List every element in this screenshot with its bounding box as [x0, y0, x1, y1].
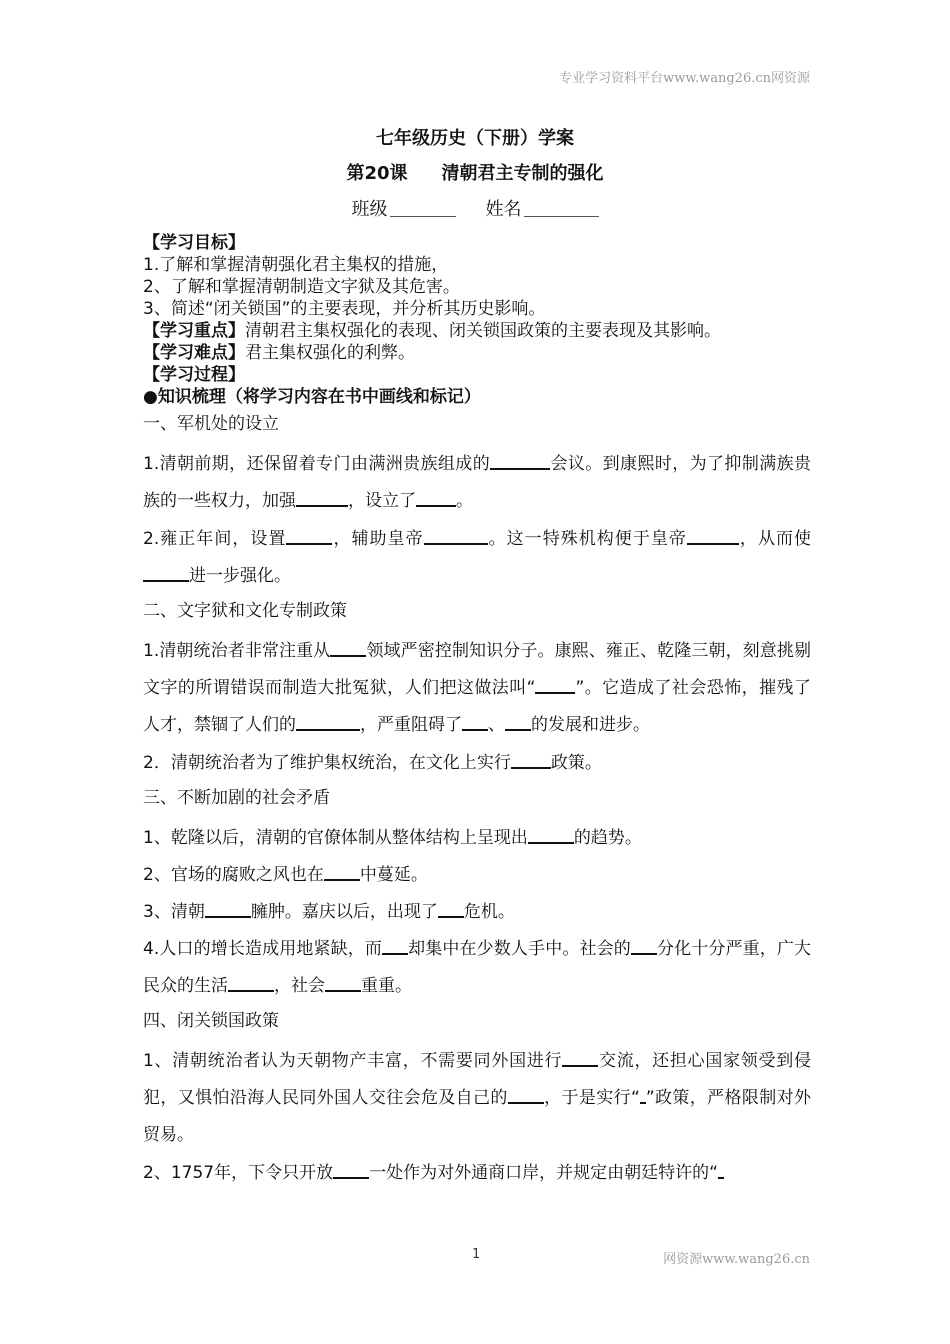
- question-text: 政策。: [550, 753, 602, 773]
- answer-blank[interactable]: [228, 974, 274, 992]
- question-text: ”。它造成了社会恐怖，摧残了人才，禁锢了人们的: [143, 678, 812, 735]
- key-points-text: 清朝君主集权强化的表现、闭关锁国政策的主要表现及其影响。: [245, 321, 721, 341]
- answer-blank[interactable]: [330, 639, 366, 657]
- question-text: 2、官场的腐败之风也在: [143, 865, 324, 885]
- answer-blank[interactable]: [296, 489, 348, 507]
- objective-item: 3、简述“闭关锁国”的主要表现，并分析其历史影响。: [143, 299, 546, 319]
- answer-blank[interactable]: [718, 1161, 724, 1179]
- question-text: ，从而使: [738, 529, 812, 549]
- answer-blank[interactable]: [438, 900, 464, 918]
- section-title: 二、文字狱和文化专制政策: [143, 601, 347, 621]
- question-text: 1、乾隆以后，清朝的官僚体制从整体结构上呈现出: [143, 828, 528, 848]
- question-text: 1.清朝前期，还保留着专门由满洲贵族组成的: [143, 454, 491, 474]
- question-text: 的发展和进步。: [531, 715, 650, 735]
- class-field[interactable]: [390, 198, 456, 217]
- answer-blank[interactable]: [508, 1086, 544, 1104]
- question-paragraph: [143, 894, 811, 931]
- section-title: 四、闭关锁国政策: [143, 1011, 279, 1031]
- answer-blank[interactable]: [296, 713, 360, 731]
- answer-blank[interactable]: [505, 713, 531, 731]
- answer-blank[interactable]: [687, 527, 739, 545]
- question-text: ”政策，严格限制对外贸易。: [143, 1088, 812, 1145]
- question-text: 4.人口的增长造成用地紧缺，而: [143, 939, 383, 959]
- question-text: 的趋势。: [573, 828, 642, 848]
- answer-blank[interactable]: [490, 452, 550, 470]
- answer-blank[interactable]: [462, 713, 488, 731]
- question-text: 臃肿。嘉庆以后，出现了: [250, 902, 438, 922]
- question-text: 、: [488, 715, 505, 735]
- answer-blank[interactable]: [631, 937, 657, 955]
- answer-blank[interactable]: [286, 527, 332, 545]
- question-text: 受到侵犯，又惧怕沿海人民同外国人交往会危及自己的: [143, 1051, 812, 1108]
- name-label: 姓名: [485, 199, 522, 220]
- objectives-heading: 【学习目标】: [143, 233, 245, 253]
- section-title: 一、军机处的设立: [143, 414, 279, 434]
- lesson-topic: 清朝君主专制的强化: [441, 163, 604, 184]
- page-title: 七年级历史（下册）学案: [376, 128, 574, 149]
- question-text: ，设立了: [348, 491, 416, 511]
- question-text: 分化十分严重，广大民众的生活: [143, 939, 812, 996]
- difficult-points-text: 君主集权强化的利弊。: [245, 343, 415, 363]
- objective-item: 1.了解和掌握清朝强化君主集权的措施，: [143, 255, 449, 275]
- answer-blank[interactable]: [143, 564, 189, 582]
- question-text: 。这一特殊机构便于皇帝: [487, 529, 687, 549]
- question-text: ，社会: [274, 976, 325, 996]
- question-text: 2.雍正年间，设置: [143, 529, 287, 549]
- question-text: 却集中在少数人手中。社会的: [408, 939, 631, 959]
- difficult-points-label: 【学习难点】: [143, 343, 245, 363]
- question-text: ，于是实行“: [543, 1088, 640, 1108]
- lesson-number: 第20课: [346, 163, 408, 184]
- question-text: ，辅助皇帝: [332, 529, 424, 549]
- name-field[interactable]: [524, 198, 599, 217]
- key-points-label: 【学习重点】: [143, 321, 245, 341]
- answer-blank[interactable]: [324, 863, 360, 881]
- answer-blank[interactable]: [535, 676, 575, 694]
- answer-blank[interactable]: [511, 751, 551, 769]
- process-heading: 【学习过程】: [143, 365, 245, 385]
- answer-blank[interactable]: [325, 974, 361, 992]
- question-text: 一处作为对外通商口岸，并规定由朝廷特许的“: [369, 1163, 718, 1183]
- worksheet-body: [143, 232, 811, 1193]
- question-text: 2、1757年，下令只开放: [143, 1163, 334, 1183]
- question-text: 领域严密控制知识分子。康熙、雍正、乾隆三朝，刻意挑剔文字的所谓错误而制造大批冤狱，人们把这做法叫“: [143, 641, 811, 698]
- answer-blank[interactable]: [528, 826, 574, 844]
- student-fields: [0, 195, 950, 221]
- answer-blank[interactable]: [562, 1049, 598, 1067]
- objective-item: 2、了解和掌握清朝制造文字狱及其危害。: [143, 277, 460, 297]
- section-title: 三、不断加剧的社会矛盾: [143, 788, 330, 808]
- question-paragraph: [143, 633, 811, 744]
- question-paragraph: [143, 745, 811, 782]
- answer-blank[interactable]: [424, 527, 488, 545]
- page-number: 1: [472, 1247, 481, 1262]
- knowledge-heading: ●知识梳理（将学习内容在书中画线和标记）: [143, 387, 481, 407]
- question-text: ，严重阻碍了: [360, 715, 462, 735]
- answer-blank[interactable]: [416, 489, 456, 507]
- question-text: 3、清朝: [143, 902, 205, 922]
- question-text: 。: [456, 491, 473, 511]
- answer-blank[interactable]: [382, 937, 408, 955]
- key-points: [143, 320, 811, 342]
- header-watermark: 专业学习资料平台www.wang26.cn网资源: [559, 71, 810, 86]
- question-paragraph: [143, 820, 811, 857]
- answer-blank[interactable]: [333, 1161, 369, 1179]
- question-text: 进一步强化。: [189, 566, 291, 586]
- question-paragraph: [143, 931, 811, 1005]
- question-paragraph: [143, 857, 811, 894]
- question-paragraph: [143, 1043, 811, 1154]
- lesson-subtitle: [0, 159, 950, 185]
- question-text: 1、清朝统治者认为天朝物产丰富，不需要同外国进行: [143, 1051, 563, 1071]
- question-text: 2．清朝统治者为了维护集权统治，在文化上实行: [143, 753, 511, 773]
- question-paragraph: [143, 1155, 811, 1192]
- footer-watermark: 网资源www.wang26.cn: [663, 1252, 810, 1267]
- question-text: 危机。: [463, 902, 515, 922]
- question-text: 重重。: [361, 976, 412, 996]
- class-label: 班级: [351, 199, 388, 220]
- question-text: 交流，还担心国家领: [598, 1051, 759, 1071]
- question-paragraph: [143, 521, 811, 595]
- answer-blank[interactable]: [205, 900, 251, 918]
- question-paragraph: [143, 446, 811, 520]
- question-text: 会议。到康熙时，为了抑制满族贵族的一些权力，加强: [143, 454, 811, 511]
- question-text: 中蔓延。: [359, 865, 428, 885]
- difficult-points: [143, 342, 811, 364]
- question-text: 1.清朝统治者非常注重从: [143, 641, 331, 661]
